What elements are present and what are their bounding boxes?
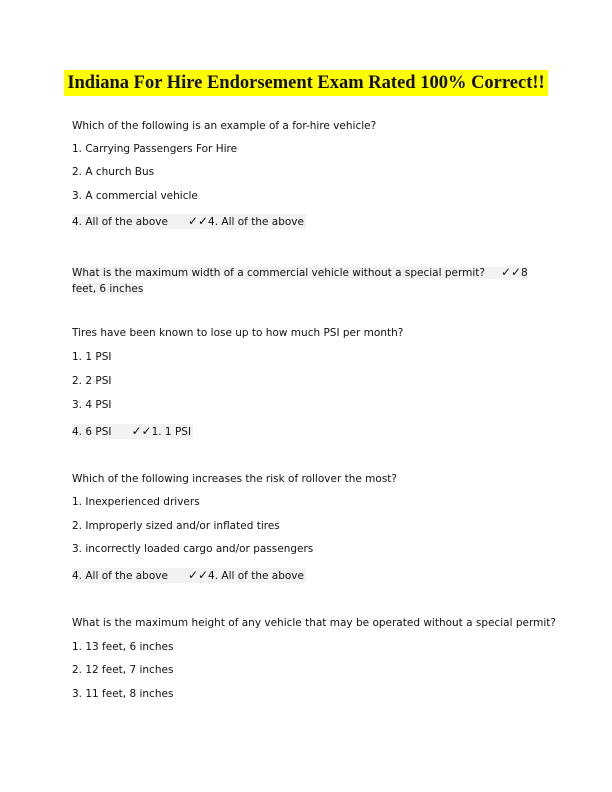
question-3-answer-row: [72, 424, 193, 439]
question-3-option-1: 1. 1 PSI: [72, 351, 112, 363]
question-4-answer: 4. All of the above: [208, 570, 304, 582]
question-5-option-2: 2. 12 feet, 7 inches: [72, 664, 174, 676]
question-1-option-4: 4. All of the above: [72, 216, 168, 228]
question-5-option-3: 3. 11 feet, 8 inches: [72, 688, 174, 700]
question-1-answer: 4. All of the above: [208, 216, 304, 228]
question-4-option-3: 3. incorrectly loaded cargo and/or passengers: [72, 543, 314, 555]
check-mark-icon: ✓✓: [187, 214, 209, 228]
check-mark-icon: ✓✓: [187, 568, 209, 582]
question-1-option-1: 1. Carrying Passengers For Hire: [72, 143, 238, 155]
check-mark-icon: ✓✓: [500, 265, 522, 279]
question-4-option-4: 4. All of the above: [72, 570, 168, 582]
question-1-option-2: 2. A church Bus: [72, 166, 155, 178]
question-2-answer: 8 feet, 6 inches: [72, 267, 528, 295]
question-4-answer-row: [72, 568, 306, 583]
question-3-answer: 1. 1 PSI: [151, 426, 192, 438]
question-3-option-3: 3. 4 PSI: [72, 399, 112, 411]
question-3-option-2: 2. 2 PSI: [72, 375, 112, 387]
question-4-text: Which of the following increases the risk of rollover the most?: [72, 473, 397, 485]
document-title-block: [0, 70, 612, 96]
question-2-block: [72, 264, 540, 297]
question-5-text: What is the maximum height of any vehicle that may be operated without a special permit?: [72, 617, 556, 629]
question-4-option-1: 1. Inexperienced drivers: [72, 496, 200, 508]
question-1-text: Which of the following is an example of a for-hire vehicle?: [72, 120, 377, 132]
check-mark-icon: ✓✓: [131, 424, 152, 438]
question-4-option-2: 2. Improperly sized and/or inflated tires: [72, 520, 280, 532]
document-title: Indiana For Hire Endorsement Exam Rated 100% Correct!!: [64, 70, 547, 96]
question-2-text: What is the maximum width of a commercial vehicle without a special permit?: [72, 267, 485, 279]
question-1-option-3: 3. A commercial vehicle: [72, 190, 198, 202]
question-3-option-4: 4. 6 PSI: [72, 426, 112, 438]
question-5-option-1: 1. 13 feet, 6 inches: [72, 641, 174, 653]
question-3-text: Tires have been known to lose up to how much PSI per month?: [72, 327, 404, 339]
question-1-answer-row: [72, 214, 306, 229]
